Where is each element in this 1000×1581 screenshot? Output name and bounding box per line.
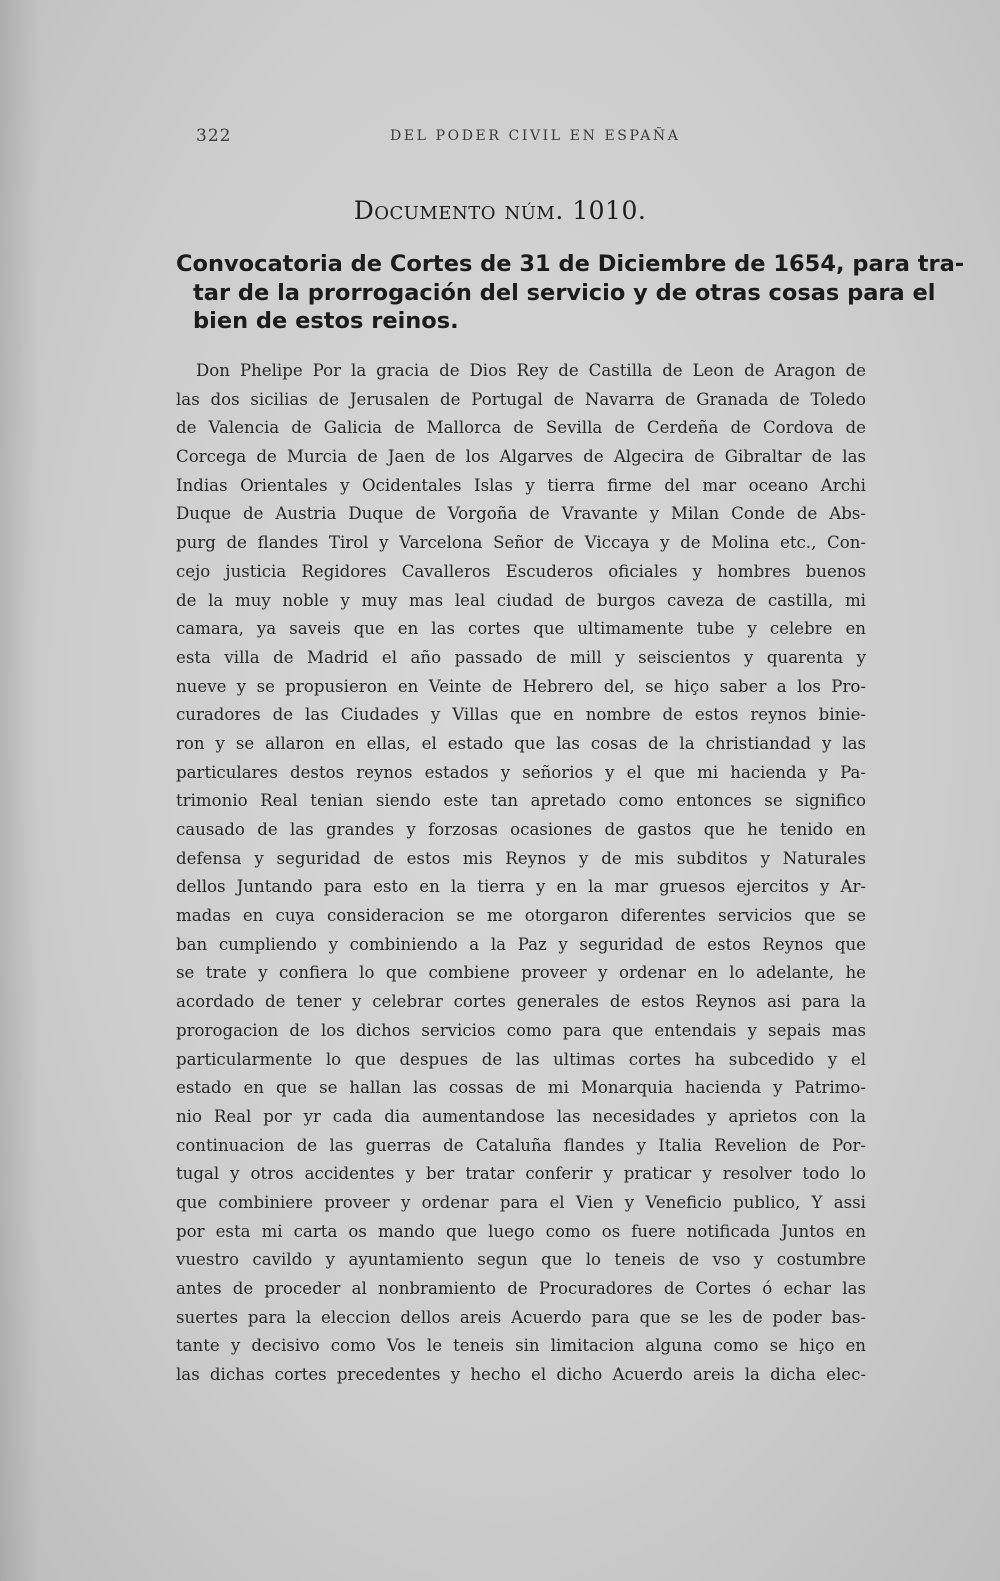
- body-line: de la muy noble y muy mas leal ciudad de burgos caveza de castilla, mi: [176, 590, 866, 610]
- body-line: las dos sicilias de Jerusalen de Portugal de Navarra de Granada de Toledo: [176, 389, 866, 409]
- body-line: estado en que se hallan las cossas de mi Monarquia hacienda y Patrimo-: [176, 1078, 866, 1098]
- subject-line: bien de estos reinos.: [193, 308, 459, 335]
- document-title-prefix: Documento: [353, 196, 497, 225]
- page-edge-shadow: [0, 0, 40, 1581]
- body-line: dellos Juntando para esto en la tierra y en la mar gruesos ejercitos y Ar-: [176, 877, 866, 897]
- body-text: [176, 357, 866, 1390]
- body-line: que combiniere proveer y ordenar para el Vien y Veneficio publico, Y assi: [176, 1192, 866, 1212]
- body-line: las dichas cortes precedentes y hecho el dicho Acuerdo areis la dicha elec-: [176, 1365, 866, 1385]
- subject-line: tar de la prorrogación del servicio y de otras cosas para el: [193, 279, 936, 306]
- subject-line: Convocatoria de Cortes de 31 de Diciembre de 1654, para tra-: [176, 251, 965, 277]
- body-line: defensa y seguridad de estos mis Reynos y de mis subditos y Naturales: [176, 848, 866, 868]
- body-line: nio Real por yr cada dia aumentandose las necesidades y aprietos con la: [176, 1106, 866, 1126]
- body-line: tugal y otros accidentes y ber tratar conferir y praticar y resolver todo lo: [176, 1164, 866, 1184]
- body-line: curadores de las Ciudades y Villas que en nombre de estos reynos binie-: [176, 705, 866, 725]
- body-line: cejo justicia Regidores Cavalleros Escuderos oficiales y hombres buenos: [176, 561, 866, 581]
- running-title: DEL PODER CIVIL EN ESPAÑA: [390, 128, 681, 144]
- body-line: antes de proceder al nonbramiento de Procuradores de Cortes ó echar las: [176, 1279, 866, 1298]
- body-line: nueve y se propusieron en Veinte de Hebrero del, se hiço saber a los Pro-: [176, 676, 866, 696]
- body-line: esta villa de Madrid el año passado de mill y seiscientos y quarenta y: [176, 647, 866, 667]
- page-number: 322: [196, 126, 232, 146]
- document-title-num-label: núm.: [504, 196, 564, 225]
- body-line: Duque de Austria Duque de Vorgoña de Vravante y Milan Conde de Abs-: [176, 504, 866, 524]
- document-title-number: 1010.: [572, 196, 647, 225]
- body-line: purg de flandes Tirol y Varcelona Señor de Viccaya y de Molina etc., Con-: [176, 533, 866, 553]
- body-line: acordado de tener y celebrar cortes generales de estos Reynos asi para la: [176, 992, 866, 1012]
- body-line: madas en cuya consideracion se me otorgaron diferentes servicios que se: [176, 906, 866, 926]
- body-line: vuestro cavildo y ayuntamiento segun que lo teneis de vso y costumbre: [176, 1250, 866, 1270]
- body-line: Corcega de Murcia de Jaen de los Algarves de Algecira de Gibraltar de las: [176, 447, 866, 467]
- body-line: continuacion de las guerras de Cataluña flandes y Italia Revelion de Por-: [176, 1135, 866, 1155]
- document-title: [0, 196, 1000, 225]
- body-line: Don Phelipe Por la gracia de Dios Rey de Castilla de Leon de Aragon de: [196, 361, 866, 380]
- body-line: Indias Orientales y Ocidentales Islas y tierra firme del mar oceano Archi: [176, 475, 866, 495]
- body-line: camara, ya saveis que en las cortes que ultimamente tube y celebre en: [176, 619, 866, 639]
- body-line: particularmente lo que despues de las ultimas cortes ha subcedido y el: [176, 1049, 866, 1069]
- body-line: causado de las grandes y forzosas ocasiones de gastos que he tenido en: [176, 820, 866, 839]
- body-line: particulares destos reynos estados y señorios y el que mi hacienda y Pa-: [176, 762, 866, 782]
- running-head: [180, 126, 840, 150]
- body-line: prorogacion de los dichos servicios como para que entendais y sepais mas: [176, 1020, 866, 1040]
- body-line: tante y decisivo como Vos le teneis sin limitacion alguna como se hiço en: [176, 1336, 866, 1356]
- body-line: por esta mi carta os mando que luego como os fuere notificada Juntos en: [176, 1221, 866, 1241]
- body-line: de Valencia de Galicia de Mallorca de Sevilla de Cerdeña de Cordova de: [176, 418, 866, 438]
- body-line: ban cumpliendo y combiniendo a la Paz y seguridad de estos Reynos que: [176, 934, 866, 954]
- document-subject: [176, 250, 965, 336]
- body-line: se trate y confiera lo que combiene proveer y ordenar en lo adelante, he: [176, 963, 866, 983]
- body-line: trimonio Real tenian siendo este tan apretado como entonces se significo: [176, 791, 866, 811]
- body-line: ron y se allaron en ellas, el estado que las cosas de la christiandad y las: [176, 733, 866, 753]
- body-line: suertes para la eleccion dellos areis Acuerdo para que se les de poder bas-: [176, 1307, 866, 1327]
